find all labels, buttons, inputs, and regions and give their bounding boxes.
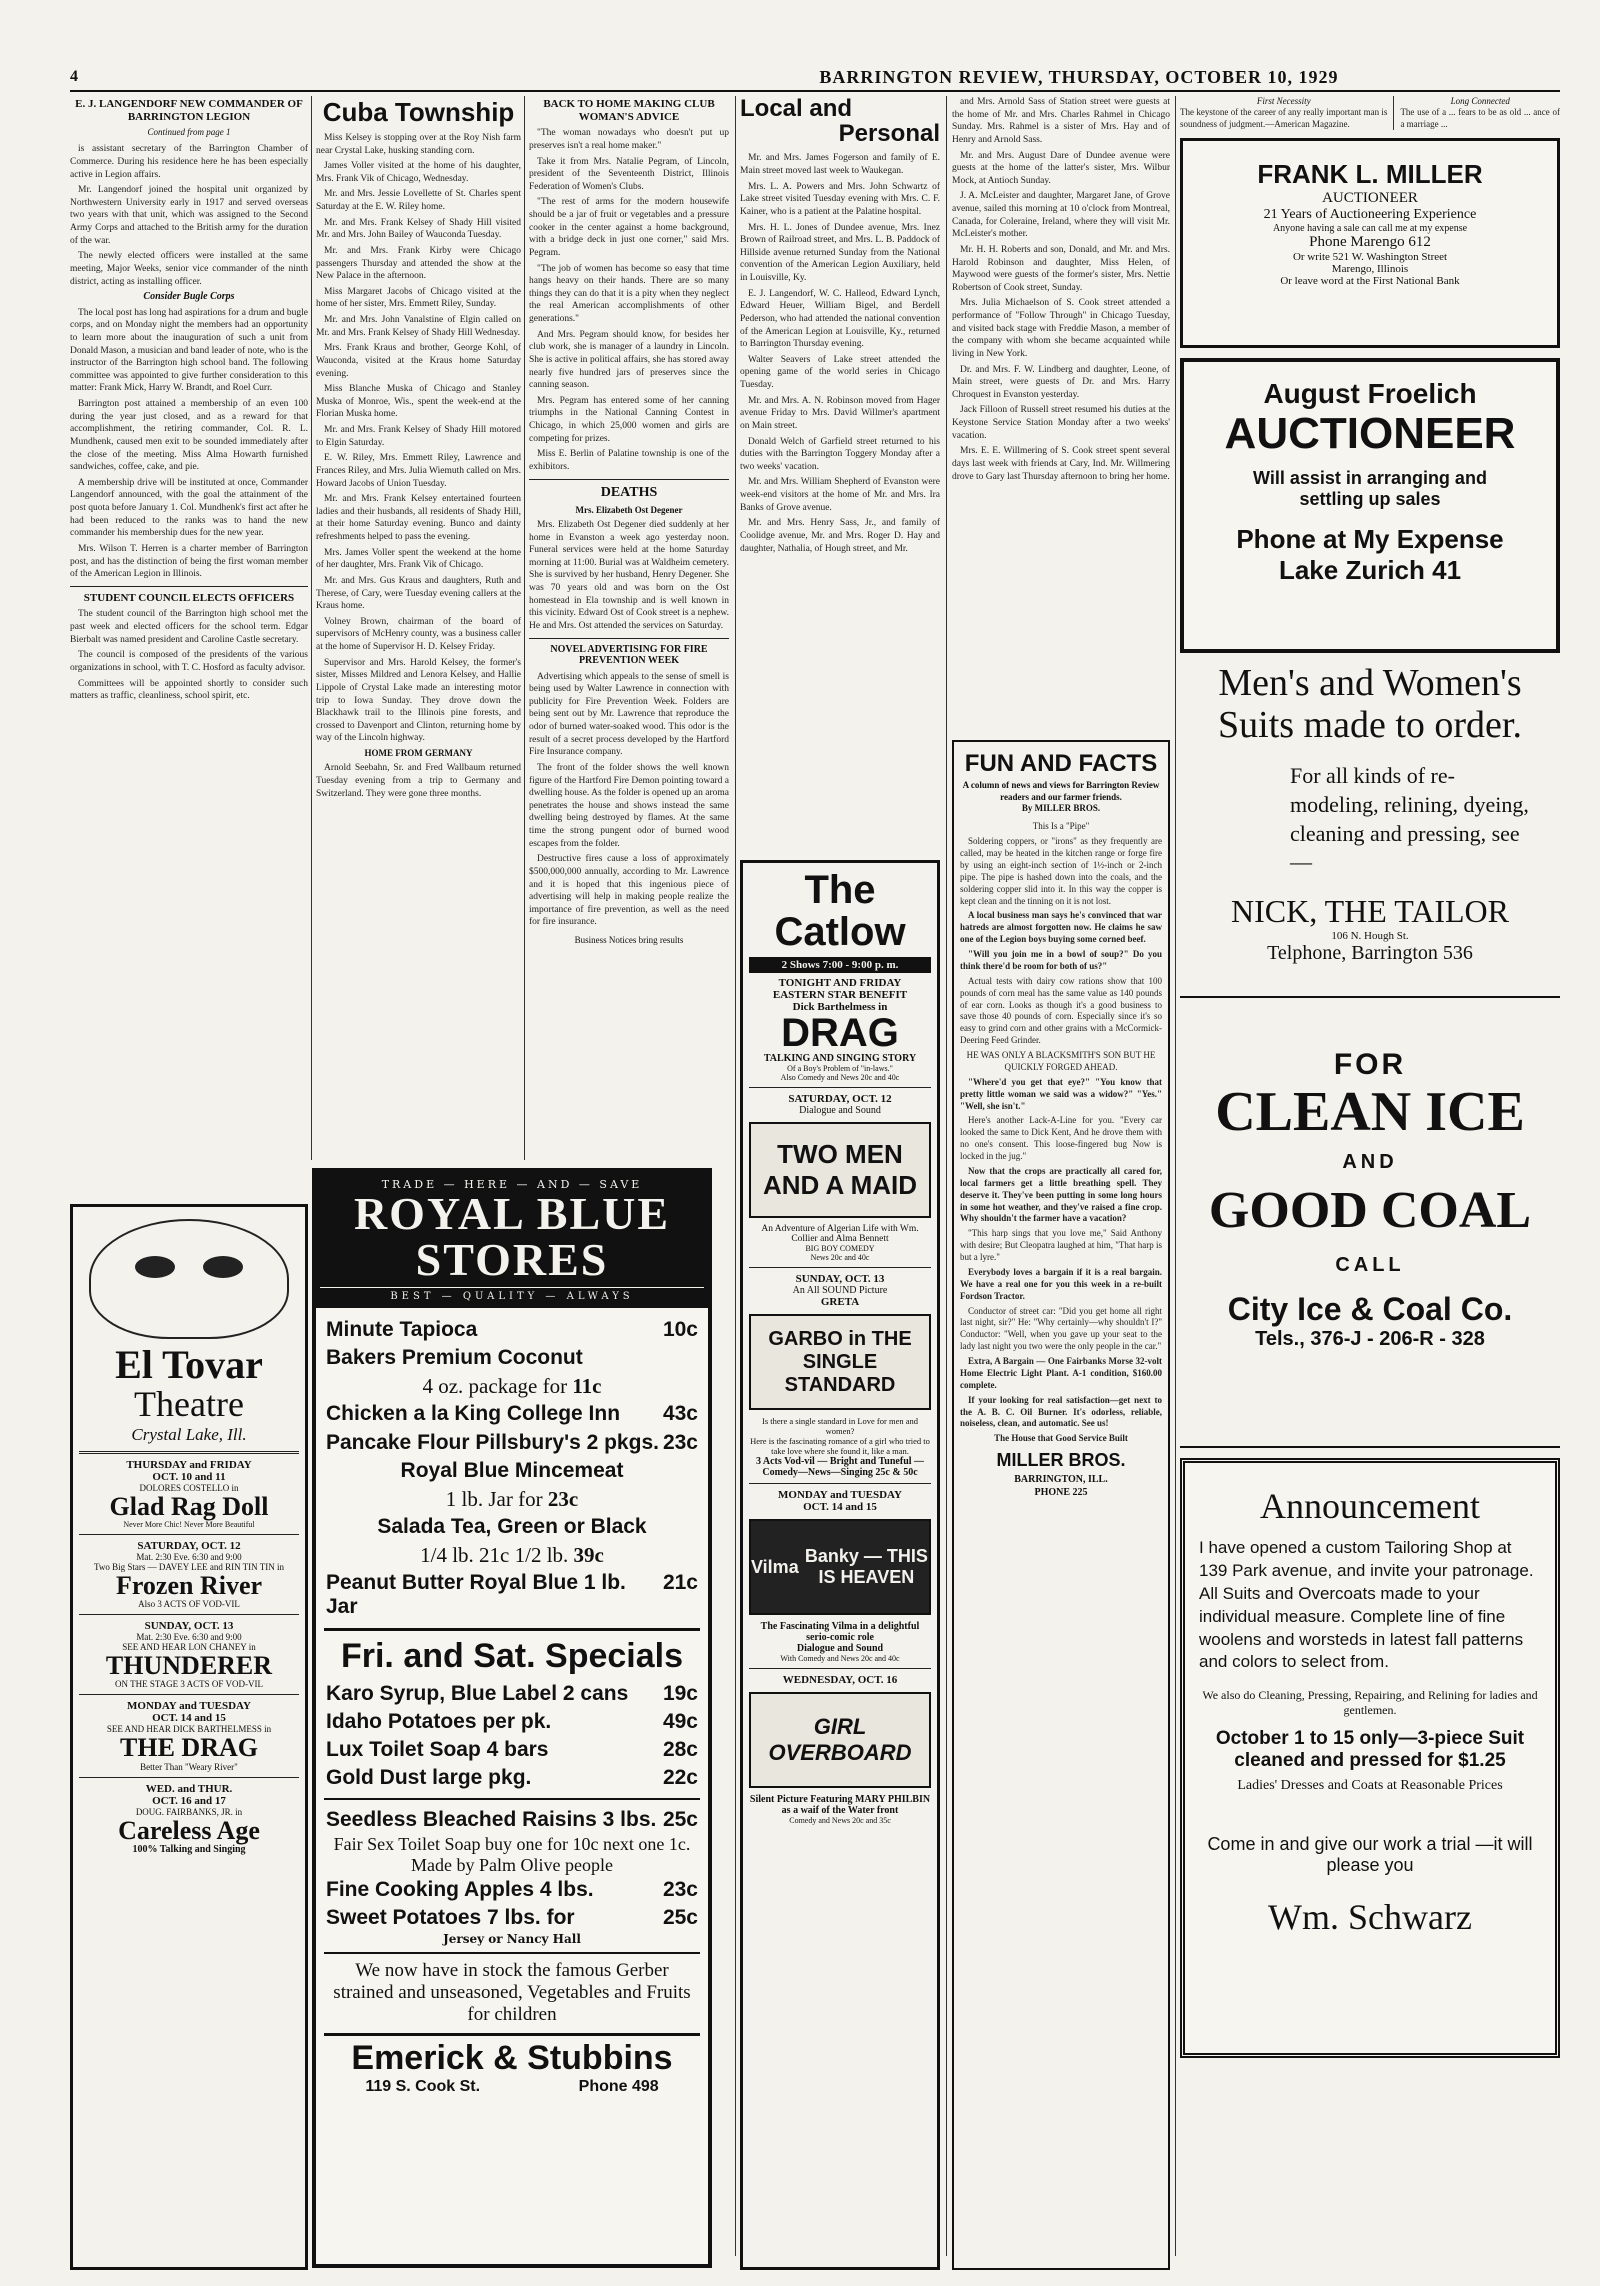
fun-paragraph: "This harp sings that you love me," Said Anthony with desire; But Cleopatra laughed at him, "That harp is but a lyre.": [960, 1228, 1162, 1263]
item-price: 25c: [662, 1808, 698, 1832]
item-name: Peanut Butter Royal Blue 1 lb. Jar: [326, 1571, 626, 1619]
miller-title: AUCTIONEER: [1322, 189, 1418, 206]
fun-body: [960, 821, 1162, 1445]
theatre-masks-icon: [89, 1219, 289, 1339]
personals-paragraph: Mrs. E. E. Willmering of S. Cook street spent several days last week with friends at Cary, Ind. Mr. Willmering drove to Gary last Thursday afternoon to bring her home.: [952, 446, 1170, 482]
cuba-paragraph: Mrs. Frank Kraus and brother, George Kohl, of Wauconda, visited at the Kraus home Saturday evening.: [316, 343, 521, 379]
show-star: DOUG. FAIRBANKS, JR. in: [135, 1806, 243, 1817]
show-note: BIG BOY COMEDY: [805, 1244, 875, 1253]
ice-good-coal: GOOD COAL: [1208, 1182, 1532, 1240]
show-star: GRETA: [820, 1296, 860, 1308]
show-sub: Dialogue and Sound: [799, 1105, 881, 1116]
fun-subtitle: A column of news and views for Barrington Review readers and our farmer friends.: [962, 779, 1160, 802]
page-number: 4: [70, 68, 78, 85]
germany-paragraph: Arnold Seebahn, Sr. and Fred Wallbaum returned Tuesday evening from a trip to Germany and Switzerland. They were gone three months.: [316, 763, 521, 799]
frank-miller-ad: [1180, 138, 1560, 348]
cuba-paragraph: Miss Kelsey is stopping over at the Roy Nish farm near Crystal Lake, husking standing corn.: [316, 132, 521, 156]
column-personals-cont: [952, 96, 1170, 736]
show-day: TONIGHT AND FRIDAY: [778, 977, 902, 989]
item-name: Salada Tea, Green or Black: [377, 1514, 647, 1538]
business-notices-footer: Business Notices bring results: [574, 935, 684, 946]
item-name: Royal Blue Mincemeat: [400, 1458, 624, 1482]
cuba-paragraph: Supervisor and Mrs. Harold Kelsey, the former's sister, Misses Mildred and Lenora Kelsey, and Hallie Lippole of Crystal Lake made an interesting motor trip to Iowa Sunday. They drove down the Blackhawk trail to the Illinois pine forests, and crossed to Davenport and Clinton, returning home by way of the Lincoln highway.: [316, 657, 521, 744]
cuba-paragraph: Volney Brown, chairman of the board of supervisors of McHenry county, was a business caller at the home of Supervisor H. D. Kelsey Friday.: [316, 616, 521, 653]
froelich-title: AUCTIONEER: [1224, 408, 1516, 458]
nick-tailor-ad: [1180, 663, 1560, 998]
personals-paragraph: Mr. and Mrs. August Dare of Dundee avenue were guests at the home of the latter's sister, Mrs. Wilbur Mock, at Antioch Sunday.: [952, 150, 1170, 186]
personals-paragraph: Jack Filloon of Russell street resumed his duties at the Keystone Service Station Monday after a two weeks' vacation.: [952, 405, 1170, 441]
fun-paragraph: Soldering coppers, or "irons" as they frequently are called, may be heated in the kitchen range or forge fire by using an eight-inch section of 1½-inch or 2-inch pipe. The pipe is hashed down into the coals, and the soldering copper slid into it. In this way the copper is kept clean and the tinning on it is not lost.: [960, 836, 1162, 906]
local-headline-2: Personal: [838, 120, 940, 148]
show-desc: Is there a single standard in Love for men and women?: [761, 1416, 919, 1436]
nick-phone: Telphone, Barrington 536: [1267, 941, 1473, 964]
fun-paragraph: Actual tests with dairy cow rations show that 100 pounds of corn meal has the same value as 140 pounds of ear corn. Looks as though it's a good business to save those 40 pounds of corn. Especially since it's so easy to grind corn and other grains with a McCormick-Deering Feed Grinder.: [960, 975, 1162, 1046]
council-paragraph: The student council of the Barrington high school met the past week and elected officers for the school term. Edgar Bierbalt was named president and Caroline Castle secretary.: [70, 609, 308, 645]
legion-paragraph: is assistant secretary of the Barrington Chamber of Commerce. During his residence here he has been especially active in Legion affairs.: [70, 144, 308, 180]
royal-blue-stores-ad: [312, 1168, 712, 2268]
cuba-paragraph: Mr. and Mrs. Gus Kraus and daughters, Ruth and Therese, of Cary, were Tuesday evening callers at the Kraus home.: [316, 575, 521, 612]
royal-item: [316, 1541, 708, 1569]
legion-paragraph: The newly elected officers were installed at the same meeting, Major Weeks, senior vice commander of the ninth district, acting as installing officer.: [70, 251, 308, 287]
item-price: 43c: [662, 1402, 698, 1426]
show-note: Here is the fascinating romance of a girl who tried to take love where she found it, like a man.: [750, 1436, 930, 1456]
nick-body: For all kinds of re-modeling, relining, dyeing, cleaning and pressing, see—: [1290, 763, 1529, 875]
show-note: Also 3 ACTS OF VOD-VIL: [138, 1599, 240, 1610]
catlow-show: [749, 1674, 931, 1825]
el-tovar-name: El Tovar: [115, 1342, 263, 1387]
cuba-paragraph: Mr. and Mrs. John Vanalstine of Elgin called on Mr. and Mrs. Frank Kelsey of Shady Hill Wednesday.: [316, 315, 521, 338]
student-council-body: [70, 608, 308, 702]
royal-special-item: [316, 1764, 708, 1792]
cuba-paragraph: Miss Margaret Jacobs of Chicago visited at the home of her sister, Mrs. Emmett Riley, Sunday.: [316, 286, 521, 310]
show-extra: News 20c and 40c: [810, 1253, 870, 1262]
show-day: SATURDAY, OCT. 12: [137, 1539, 241, 1552]
el-tovar-theatre: Theatre: [134, 1384, 244, 1424]
nick-address: 106 N. Hough St.: [1331, 929, 1409, 942]
ice-phones: Tels., 376-J - 206-R - 328: [1255, 1327, 1485, 1350]
item-name: 1/4 lb. 21c 1/2 lb.: [420, 1543, 569, 1568]
item-name: Pancake Flour Pillsbury's 2 pkgs.: [326, 1430, 659, 1454]
local-paragraph: Mr. and Mrs. William Shepherd of Evanston were week-end visitors at the home of Mr. and Mrs. Ira Banks of Grove avenue.: [740, 477, 940, 513]
personals-paragraph: and Mrs. Arnold Sass of Station street were guests at the home of Mr. and Mrs. Charles Rahmel in Chicago Sunday. Mrs. Rahmel is a sister of Mrs. Hay and of Henry and Arnold Sass.: [952, 97, 1170, 145]
nick-heading-1: Men's and Women's: [1218, 661, 1522, 704]
announcement-offer: October 1 to 15 only—3-piece Suit cleaned and pressed for $1.25: [1215, 1728, 1525, 1772]
item-name: 4 oz. package for: [422, 1374, 568, 1399]
fun-paragraph: "Where'd you get that eye?" "You know that pretty little woman we said was a widow?" "Yes." "Well, she isn't.": [960, 1076, 1162, 1111]
fire-paragraph: Destructive fires cause a loss of approximately $500,000,000 annually, according to Mr. Lawrence and it is hoped that this ingenious piece of advertising will help in making people realize the importance of fire prevention, as well as the need for fire insurance.: [529, 854, 729, 928]
first-necessity-text: The keystone of the career of any really important man is soundness of judgment.—American Magazine.: [1180, 107, 1388, 129]
froelich-phone-line: Phone at My Expense: [1236, 524, 1504, 555]
long-connected-text: The use of a ... fears to be as old ... ance of a marriage ...: [1400, 107, 1560, 129]
girl-overboard-poster: GIRL OVERBOARD: [749, 1692, 931, 1788]
fun-paragraph: The House that Good Service Built: [994, 1433, 1128, 1444]
show-extra: 3 Acts Vod-vil — Bright and Tuneful — Comedy—News—Singing 25c & 50c: [755, 1456, 925, 1478]
item-price: 19c: [662, 1681, 698, 1705]
local-paragraph: Mr. and Mrs. Henry Sass, Jr., and family of Coolidge avenue, Mr. and Mrs. Roger D. Hay and daughter, Nathalia, of Hough street, and Mr.: [740, 518, 940, 554]
royal-special-item: [316, 1736, 708, 1764]
masthead: [70, 64, 1560, 92]
item-name: Idaho Potatoes per pk.: [326, 1709, 552, 1733]
show-day: SUNDAY, OCT. 13: [144, 1620, 234, 1633]
cuba-paragraph: Mrs. James Voller spent the weekend at the home of her daughter, Mrs. Frank Vik of Chicago.: [316, 547, 521, 571]
royal-item: [316, 1457, 708, 1485]
council-paragraph: Committees will be appointed shortly to consider such matters as traffic, cleanliness, school spirit, etc.: [70, 678, 308, 702]
royal-name-2: STORES: [415, 1234, 609, 1285]
ice-clean-ice: CLEAN ICE: [1215, 1080, 1525, 1143]
masthead-title: BARRINGTON REVIEW, THURSDAY, OCTOBER 10, 1929: [819, 66, 1339, 87]
royal-store-name: Emerick & Stubbins: [351, 2039, 673, 2078]
cuba-paragraph: Mr. and Mrs. Frank Kelsey entertained fourteen ladies and their husbands, all residents of Shady Hill, at their home Saturday evening. Bunco and dainty refreshments helped to pass the evening.: [316, 494, 521, 543]
royal-special-item: [316, 1708, 708, 1736]
catlow-show: [749, 1489, 931, 1663]
catlow-show: [749, 1093, 931, 1262]
item-price: 11c: [572, 1374, 602, 1399]
local-paragraph: E. J. Langendorf, W. C. Halleod, Edward Lynch, Edward Heuer, William Bigel, and Berdell Pederson, who had attended the national convention of the American Legion at Louisville, Ky., returned to Barrington Thursday evening.: [740, 288, 940, 350]
item-name: Chicken a la King College Inn: [326, 1402, 621, 1426]
fire-week-body: [529, 671, 729, 930]
bugle-paragraph: A membership drive will be instituted at once, Commander Langendorf announced, with the goal the attainment of the post quota before January 1. Col. Mundhenk's first act after he had been reduced to the ranks was to hand the new commander his membership dues for the new year.: [70, 477, 308, 539]
local-paragraph: Donald Welch of Garfield street returned to his duties with the Barrington Toggery Monday after a two weeks' vacation.: [740, 436, 940, 472]
announcement-title: Announcement: [1260, 1485, 1480, 1526]
show-desc: Silent Picture Featuring MARY PHILBIN as a waif of the Water front: [749, 1794, 931, 1816]
show-title: THE DRAG: [120, 1733, 258, 1763]
miller-phone: Phone Marengo 612: [1309, 233, 1431, 250]
item-name: Lux Toilet Soap 4 bars: [326, 1737, 549, 1761]
ice-company-name: City Ice & Coal Co.: [1227, 1290, 1513, 1327]
announcement-also: We also do Cleaning, Pressing, Repairing, and Relining for ladies and gentlemen.: [1202, 1688, 1538, 1718]
catlow-show: [749, 1273, 931, 1478]
legion-body: [70, 143, 308, 288]
froelich-assist: Will assist in arranging and settling up sales: [1253, 468, 1487, 510]
local-headline-1: Local and: [740, 96, 853, 122]
show-day: SUNDAY, OCT. 13: [795, 1273, 885, 1285]
poster-title: Banky — THIS IS HEAVEN: [804, 1546, 928, 1587]
august-froelich-ad: [1180, 358, 1560, 653]
show-day: MONDAY and TUESDAY: [127, 1700, 251, 1713]
column-cuba-township: [316, 96, 521, 1160]
fun-paragraph: HE WAS ONLY A BLACKSMITH'S SON BUT HE QUICKLY FORGED AHEAD.: [966, 1050, 1156, 1072]
item-name: 1 lb. Jar for: [445, 1486, 543, 1511]
royal-specials-heading: Fri. and Sat. Specials: [340, 1636, 683, 1675]
royal-item: [316, 1344, 708, 1372]
long-connected-title: Long Connected: [1450, 96, 1510, 106]
local-paragraph: Mrs. L. A. Powers and Mrs. John Schwartz of Lake street visited Tuesday evening with Mrs. C. F. Kainer, who is a patient at the Palatine hospital.: [740, 181, 940, 217]
el-tovar-show: [79, 1700, 299, 1771]
cuba-paragraph: Mr. and Mrs. Frank Kirby were Chicago passengers Thursday and attended the show at the New Palace in the afternoon.: [316, 245, 521, 282]
royal-item: [316, 1485, 708, 1513]
show-note: Never More Chic! Never More Beautiful: [123, 1519, 255, 1529]
column-legion: [70, 96, 308, 1196]
royal-top-tagline: TRADE — HERE — AND — SAVE: [381, 1178, 643, 1191]
fun-paragraph: Conductor of street car: "Did you get home all right last night, sir?" He: "Why certainly—why shouldn't I?" Conductor: "Well, when you gave up your seat to the lady last night you two were the only people in the car.": [960, 1305, 1162, 1352]
show-extra: Comedy and News 20c and 35c: [789, 1816, 891, 1825]
item-name: Karo Syrup, Blue Label 2 cans: [326, 1681, 629, 1705]
show-title: Glad Rag Doll: [109, 1491, 269, 1521]
royal-item: [316, 1429, 708, 1457]
el-tovar-show: [79, 1540, 299, 1609]
el-tovar-town: Crystal Lake, Ill.: [131, 1424, 247, 1444]
show-star: SEE AND HEAR DICK BARTHELMESS in: [106, 1724, 272, 1735]
show-date: OCT. 10 and 11: [152, 1470, 226, 1483]
show-desc: TALKING AND SINGING STORY: [763, 1053, 917, 1064]
nick-heading-2: Suits made to order.: [1218, 703, 1522, 746]
show-title: Careless Age: [118, 1815, 260, 1845]
show-sub: OCT. 14 and 15: [803, 1501, 877, 1513]
fun-paragraph: This Is a "Pipe": [1032, 821, 1090, 832]
miller-name: FRANK L. MILLER: [1257, 158, 1483, 189]
fun-paragraph: A local business man says he's convinced that war hatreds are almost forgotten now. He claims he saw one of the Legion boys buying some corned beef.: [960, 910, 1162, 945]
home-paragraph: Take it from Mrs. Natalie Pegram, of Lincoln, president of the Seventeenth District, Illinois Federation of Women's Clubs.: [529, 156, 729, 192]
fun-paragraph: Now that the crops are practically all cared for, local farmers get a little breathing spell. They deserve it. They've been putting in some long hours in some hot weather, and they've raised a fine crop. Why shouldn't the farmer have a vacation?: [960, 1165, 1162, 1224]
fun-paragraph: "Will you join me in a bowl of soup?" Do you think there'd be room for both of us?": [960, 949, 1162, 971]
item-price: 10c: [662, 1318, 698, 1341]
bugle-paragraph: Mrs. Wilson T. Herren is a charter member of Barrington post, and has the distinction of being the first woman member of the American Legion in Illinois.: [70, 543, 308, 580]
local-paragraph: Mrs. H. L. Jones of Dundee avenue, Mrs. Inez Brown of Railroad street, and Mrs. L. B. Paddock of Hillside avenue returned Sunday from the National convention of the American Legion Auxiliary, held in Louisville, Ky.: [740, 222, 940, 283]
fire-paragraph: Advertising which appeals to the sense of smell is being used by Walter Lawrence in connection with publicity for Fire Prevention Week. Folders are being sent out by Mr. Lawrence that reproduce the odor of burned water-soaked wood. This odor is the result of a secret process developed by the Hartford Fire Insurance company.: [529, 671, 729, 758]
show-note: Better Than "Weary River": [140, 1761, 238, 1772]
home-making-body: [529, 127, 729, 473]
legion-headline: E. J. LANGENDORF NEW COMMANDER OF BARRINGTON LEGION: [75, 98, 303, 123]
item-price: 49c: [662, 1709, 698, 1733]
home-paragraph: Mrs. Pegram has entered some of her canning triumphs in the National Canning Contest in Chicago, in which 25,000 women and girls are competing for prizes.: [529, 395, 729, 444]
item-price: 39c: [573, 1543, 604, 1568]
nick-name: NICK, THE TAILOR: [1230, 892, 1509, 929]
announcement-body: I have opened a custom Tailoring Shop at 139 Park avenue, and invite your patronage. All Suits and Overcoats made to your individual measure. Complete line of fine woolens and worsteds in latest fall patterns and colors to select from.: [1199, 1537, 1534, 1672]
deaths-subhead: Mrs. Elizabeth Ost Degener: [575, 504, 683, 515]
cuba-headline: Cuba Township: [322, 97, 515, 127]
catlow-theatre-ad: [740, 860, 940, 2270]
item-price: 23c: [662, 1877, 698, 1901]
royal-item: [316, 1569, 708, 1621]
home-making-headline: BACK TO HOME MAKING CLUB WOMAN'S ADVICE: [543, 98, 715, 123]
froelich-name: August Froelich: [1263, 377, 1477, 409]
show-note: Dialogue and Sound: [796, 1643, 884, 1654]
long-connected-filler: [1393, 96, 1560, 130]
show-day: WED. and THUR.: [145, 1782, 233, 1795]
catlow-name-2: Catlow: [774, 910, 906, 954]
right-column: [1180, 96, 1560, 2068]
show-title: DRAG: [781, 1011, 899, 1055]
local-paragraph: Mr. and Mrs. A. N. Robinson moved from Hager avenue Friday to Mrs. David Willmer's apartment on Main street.: [740, 395, 940, 431]
local-body: [740, 152, 940, 555]
miller-leave-word: Or leave word at the First National Bank: [1280, 274, 1460, 287]
item-price: 23c: [662, 1430, 698, 1454]
show-note: ON THE STAGE 3 ACTS OF VOD-VIL: [115, 1679, 263, 1690]
bugle-paragraph: Barrington post attained a membership of an even 100 during the year just closed, and as a reward for that accomplishment, the retiring commander, Col. R. L. Mundhenk, caused men exit to be sounded immediately after the close of the meeting. Miss Alma Howarth furnished sandwiches, coffee, cake, and pie.: [70, 399, 308, 473]
bugle-corps-subhead: Consider Bugle Corps: [143, 291, 235, 303]
royal-special-item: [316, 1680, 708, 1708]
fun-store-address: BARRINGTON, ILL.: [1014, 1473, 1108, 1485]
show-date: OCT. 14 and 15: [152, 1712, 226, 1725]
item-price: 28c: [662, 1737, 698, 1761]
fun-title: FUN AND FACTS: [964, 750, 1158, 777]
fun-byline: By MILLER BROS.: [1021, 803, 1101, 814]
item-price: 21c: [662, 1571, 698, 1595]
cuba-paragraph: Mr. and Mrs. Frank Kelsey of Shady Hill visited Mr. and Mrs. John Bailey of Wauconda Tuesday.: [316, 217, 521, 241]
show-date: Mat. 2:30 Eve. 6:30 and 9:00: [136, 1551, 242, 1562]
show-extra: With Comedy and News 20c and 40c: [780, 1654, 900, 1663]
first-necessity-filler: [1180, 96, 1387, 130]
show-sub: EASTERN STAR BENEFIT: [772, 989, 908, 1001]
bugle-paragraph: The local post has long had aspirations for a drum and bugle corps, and on Monday night the members had an opportunity to learn more about the inauguration of such a unit from Donald Mason, a musician and band leader of note, who is the instructor of the Barrington high school band. The following committee was appointed to give further consideration to this matter: Frank Mick, Harry W. Brandt, and Roel Curr.: [70, 307, 308, 394]
ice-for: FOR: [1333, 1047, 1407, 1081]
item-name: Seedless Bleached Raisins 3 lbs.: [326, 1808, 657, 1832]
miller-experience: 21 Years of Auctioneering Experience: [1263, 206, 1477, 222]
royal-item: [316, 1400, 708, 1428]
show-star: DOLORES COSTELLO in: [139, 1482, 239, 1493]
item-price: 25c: [662, 1905, 698, 1929]
deaths-paragraph: Mrs. Elizabeth Ost Degener died suddenly at her home in Evanston a week ago yesterday noon. Funeral services were held at the home Saturday morning at 11:00. Burial was at Waldheim cemetery. She is survived by her husband, Henry Degener. She was 70 years old and was born on the Ost homestead in Ela township and is well known in this vicinity. Edward Ost of Cook street is a nephew. He and Mrs. Ost attended the services on Saturday.: [529, 519, 729, 631]
home-paragraph: "The rest of arms for the modern housewife should be a jar of fruit or vegetables and a pressure cooker in the center against a home background, with a bridge deck in just one corner," said Mrs. Pegram.: [529, 197, 729, 258]
royal-gerber-note: We now have in stock the famous Gerber strained and unseasoned, Vegetables and Fruits for children: [333, 1959, 691, 2025]
show-desc: The Fascinating Vilma in a delightful serio-comic role: [760, 1621, 920, 1643]
two-men-poster: TWO MEN AND A MAID: [749, 1122, 931, 1218]
royal-item: [316, 1513, 708, 1541]
miller-call: Anyone having a sale can call me at my expense: [1272, 222, 1468, 234]
show-sub: An All SOUND Picture: [792, 1285, 888, 1296]
show-star: Two Big Stars — DAVEY LEE and RIN TIN TIN in: [93, 1561, 285, 1572]
item-price: 22c: [662, 1765, 698, 1789]
garbo-poster: GARBO in THE SINGLE STANDARD: [749, 1314, 931, 1410]
el-tovar-show: [79, 1783, 299, 1855]
royal-special-item: [316, 1806, 708, 1834]
catlow-show: [749, 977, 931, 1082]
fire-paragraph: The front of the folder shows the well known figure of the Hartford Fire Demon pointing toward a dwelling house. As the folder is opened up an aroma penetrates the house and shows instead the same dwelling being destroyed by flames. At the same time the strong pungent odor of burned wood escapes from the folder.: [529, 762, 729, 849]
royal-item: [316, 1372, 708, 1400]
announcement-come-in: Come in and give our work a trial —it will please you: [1207, 1834, 1533, 1876]
show-star: Dick Barthelmess in: [792, 1001, 888, 1013]
home-paragraph: "The woman nowadays who doesn't put up preserves isn't a real home maker.": [529, 128, 729, 151]
student-council-headline: STUDENT COUNCIL ELECTS OFFICERS: [83, 591, 295, 604]
deaths-body: [529, 519, 729, 633]
royal-special-item: [316, 1904, 708, 1932]
fun-paragraph: Everybody loves a bargain if it is a real bargain. We have a real one for you this week in a re-built Fordson Tractor.: [960, 1266, 1162, 1301]
show-date: OCT. 16 and 17: [152, 1794, 226, 1807]
show-note: 100% Talking and Singing: [132, 1844, 246, 1856]
royal-quality-tagline: BEST — QUALITY — ALWAYS: [320, 1287, 704, 1302]
bugle-body: [70, 307, 308, 581]
el-tovar-show: [79, 1620, 299, 1689]
royal-store-phone: Phone 498: [578, 2077, 659, 2095]
show-extra: Also Comedy and News 20c and 40c: [780, 1073, 900, 1082]
el-tovar-ad: [70, 1204, 308, 2270]
show-date: Mat. 2:30 Eve. 6:30 and 9:00: [136, 1632, 242, 1643]
germany-subhead: HOME FROM GERMANY: [364, 748, 473, 759]
show-note: Of a Boy's Problem of "in-laws.": [787, 1064, 893, 1073]
fun-paragraph: If your looking for real satisfaction—get next to the A. B. C. Oil Burner. It's odorless, reliable, noiseless, clean, and automatic. See us!: [960, 1394, 1162, 1429]
local-paragraph: Mr. and Mrs. James Fogerson and family of E. Main street moved last week to Waukegan.: [740, 153, 940, 176]
item-name: Fine Cooking Apples 4 lbs.: [326, 1877, 594, 1901]
personals-paragraph: Mr. H. H. Roberts and son, Donald, and Mr. and Mrs. Harold Robinson and daughter, Miss Helen, of Maywood were guests of the former's sister, Mrs. Nettie Robertson of Cook street, Sunday.: [952, 244, 1170, 293]
show-star: SEE AND HEAR LON CHANEY in: [122, 1642, 256, 1653]
fire-week-headline: NOVEL ADVERTISING FOR FIRE PREVENTION WEEK: [550, 643, 708, 667]
personals-paragraph: Dr. and Mrs. F. W. Lindberg and daughter, Leone, of Main street, were guests of Dr. and Mrs. Harry Chroquest in Evanston yesterday.: [952, 364, 1170, 400]
first-necessity-title: First Necessity: [1256, 96, 1311, 106]
fun-store-name: MILLER BROS.: [996, 1450, 1126, 1471]
fun-paragraph: Here's another Lack-A-Line for you. "Every car looked the same to Dick Kent, And he drove them with no one's consent. This loose-fingered bug Now is locked in the jug.": [960, 1115, 1162, 1162]
poster-star: Vilma: [751, 1556, 799, 1577]
show-day: MONDAY and TUESDAY: [778, 1489, 902, 1501]
miller-town: Marengo, Illinois: [1331, 262, 1409, 275]
froelich-phone-number: Lake Zurich 41: [1278, 555, 1462, 586]
royal-store-address: 119 S. Cook St.: [365, 2077, 481, 2095]
item-name: Bakers Premium Coconut: [326, 1346, 583, 1370]
royal-special-item: [316, 1876, 708, 1904]
fun-paragraph: Extra, A Bargain — One Fairbanks Morse 32-volt Home Electric Light Plant. A-1 condition, $160.00 complete.: [960, 1356, 1162, 1390]
legion-continued: Continued from page 1: [147, 127, 231, 138]
cuba-paragraph: Mr. and Mrs. Jessie Lovellette of St. Charles spent Saturday at the E. W. Riley home.: [316, 189, 521, 213]
column-local-personal: [740, 96, 940, 866]
personals-body: [952, 96, 1170, 483]
royal-soap-note: Fair Sex Toilet Soap buy one for 10c next one 1c. Made by Palm Olive people: [333, 1834, 691, 1875]
cuba-paragraph: E. W. Riley, Mrs. Emmett Riley, Lawrence and Frances Riley, and Mrs. Julia Wiemuth called on Mrs. Howard Jacobs of Union Tuesday.: [316, 453, 521, 489]
cuba-paragraph: James Voller visited at the home of his daughter, Mrs. Frank Vik of Chicago, Wednesday.: [316, 161, 521, 184]
item-name: Gold Dust large pkg.: [326, 1765, 532, 1789]
cuba-paragraph: Miss Blanche Muska of Chicago and Stanley Muska of Monroe, Wis., spent the week-end at the Florian Muska home.: [316, 384, 521, 420]
fun-store-phone: PHONE 225: [1034, 1487, 1088, 1499]
royal-name-1: ROYAL BLUE: [353, 1188, 671, 1239]
miller-write: Or write 521 W. Washington Street: [1292, 250, 1448, 263]
fun-and-facts-ad: [952, 740, 1170, 2270]
royal-potato-note: Jersey or Nancy Hall: [443, 1931, 581, 1946]
city-ice-coal-ad: [1180, 1008, 1560, 1448]
show-title: Frozen River: [115, 1570, 263, 1600]
catlow-times: 2 Shows 7:00 - 9:00 p. m.: [749, 957, 931, 973]
announcement-signature: Wm. Schwarz: [1268, 1897, 1472, 1938]
local-paragraph: Walter Seavers of Lake street attended the opening game of the world series in Chicago Tuesday.: [740, 354, 940, 390]
cuba-body: [316, 132, 521, 745]
home-paragraph: And Mrs. Pegram should know, for besides her club work, she is manager of a laundry in Lincoln. She is active in political affairs, she has stored away nearly five hundred jars of preserves since the canning season.: [529, 329, 729, 391]
germany-body: [316, 762, 521, 800]
show-day: WEDNESDAY, OCT. 16: [782, 1674, 898, 1686]
home-paragraph: Miss E. Berlin of Palatine township is one of the exhibitors.: [529, 449, 729, 472]
show-desc: An Adventure of Algerian Life with Wm. Collier and Alma Bennett: [761, 1224, 919, 1244]
announcement-ladies: Ladies' Dresses and Coats at Reasonable Prices: [1237, 1778, 1503, 1794]
catlow-name-1: The: [804, 868, 876, 912]
royal-blue-banner: [316, 1172, 708, 1308]
council-paragraph: The council is composed of the presidents of the various organizations in school, with T. C. Hosford as faculty advisor.: [70, 650, 308, 673]
vilma-banky-poster: [749, 1519, 931, 1615]
item-price: 23c: [547, 1486, 579, 1511]
personals-paragraph: J. A. McLeister and daughter, Margaret Jane, of Grove avenue, sailed this morning at 10 o'clock from Montreal, Canada, for Coleraine, Ireland, where they will visit Mr. McLeister's mother.: [952, 191, 1170, 240]
item-name: Sweet Potatoes 7 lbs. for: [326, 1905, 575, 1929]
show-title: THUNDERER: [105, 1651, 273, 1681]
show-day: SATURDAY, OCT. 12: [788, 1093, 892, 1105]
el-tovar-show: [79, 1459, 299, 1529]
deaths-headline: DEATHS: [600, 484, 658, 500]
royal-item: [316, 1316, 708, 1344]
schwarz-announcement-ad: [1180, 1458, 1560, 2058]
ice-call: CALL: [1335, 1253, 1405, 1276]
ice-and: AND: [1342, 1151, 1398, 1174]
personals-paragraph: Mrs. Julia Michaelson of S. Cook street attended a performance of "Follow Through" in Chicago Tuesday, and visited back stage with Freddie Mason, a member of the company with whom she became acquainted while living in New York.: [952, 298, 1170, 359]
item-name: Minute Tapioca: [326, 1318, 478, 1341]
column-home-making: [529, 96, 729, 1160]
home-paragraph: "The job of women has become so easy that time hangs heavy on their hands. There are so many things they can do that it is a pity when they neglect the real American accomplishments of other generations.": [529, 263, 729, 325]
show-day: THURSDAY and FRIDAY: [126, 1458, 252, 1471]
cuba-paragraph: Mr. and Mrs. Frank Kelsey of Shady Hill motored to Elgin Saturday.: [316, 425, 521, 448]
legion-paragraph: Mr. Langendorf joined the hospital unit organized by Northwestern University early in 1917 and served overseas two years with that unit, which was assigned to the Second Army Corps and attached to the British army for the duration of the war.: [70, 185, 308, 246]
